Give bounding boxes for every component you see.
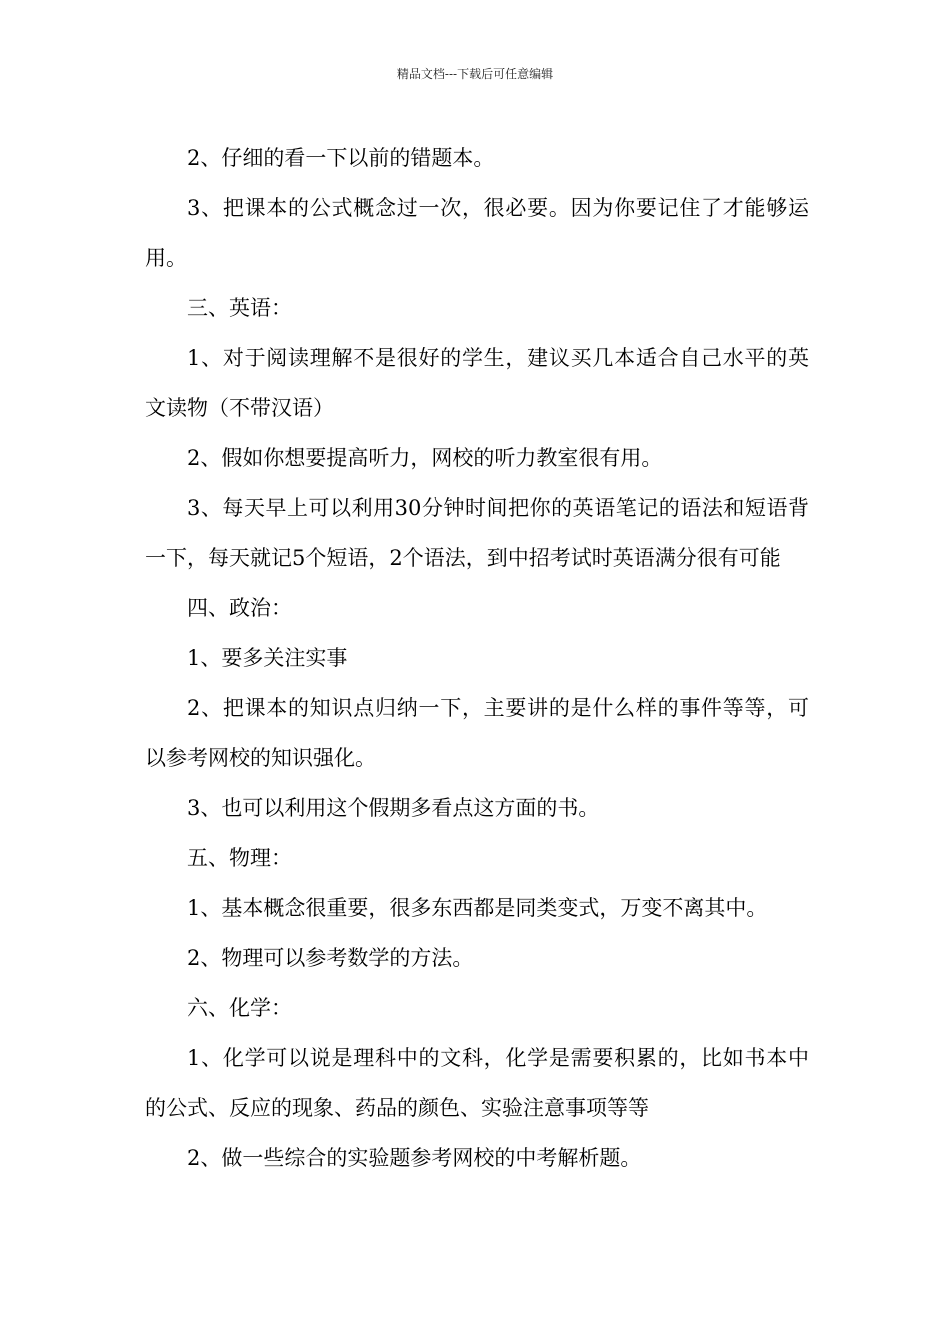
paragraph: 1、对于阅读理解不是很好的学生，建议买几本适合自己水平的英文读物（不带汉语） — [145, 346, 809, 420]
section-heading: 三、英语： — [187, 296, 292, 320]
paragraph: 2、做一些综合的实验题参考网校的中考解析题。 — [187, 1146, 642, 1170]
paragraph: 1、化学可以说是理科中的文科，化学是需要积累的，比如书本中的公式、反应的现象、药品的颜色、实验注意事项等等 — [145, 1046, 809, 1120]
page-header: 精品文档---下载后可任意编辑 — [396, 67, 554, 81]
paragraph: 1、要多关注实事 — [187, 646, 348, 670]
paragraph: 3、每天早上可以利用30分钟时间把你的英语笔记的语法和短语背一下，每天就记5个短语，2个语法，到中招考试时英语满分很有可能 — [145, 496, 809, 570]
document-body — [145, 133, 809, 1183]
paragraph: 2、物理可以参考数学的方法。 — [187, 946, 474, 970]
paragraph: 2、假如你想要提高听力，网校的听力教室很有用。 — [187, 446, 663, 470]
section-heading: 六、化学： — [187, 996, 292, 1020]
paragraph: 1、基本概念很重要，很多东西都是同类变式，万变不离其中。 — [187, 896, 768, 920]
section-heading: 四、政治： — [187, 596, 292, 620]
paragraph: 2、仔细的看一下以前的错题本。 — [187, 146, 495, 170]
paragraph: 3、把课本的公式概念过一次，很必要。因为你要记住了才能够运用。 — [145, 196, 809, 270]
paragraph: 2、把课本的知识点归纳一下，主要讲的是什么样的事件等等，可以参考网校的知识强化。 — [145, 696, 809, 770]
section-heading: 五、物理： — [187, 846, 292, 870]
paragraph: 3、也可以利用这个假期多看点这方面的书。 — [187, 796, 600, 820]
